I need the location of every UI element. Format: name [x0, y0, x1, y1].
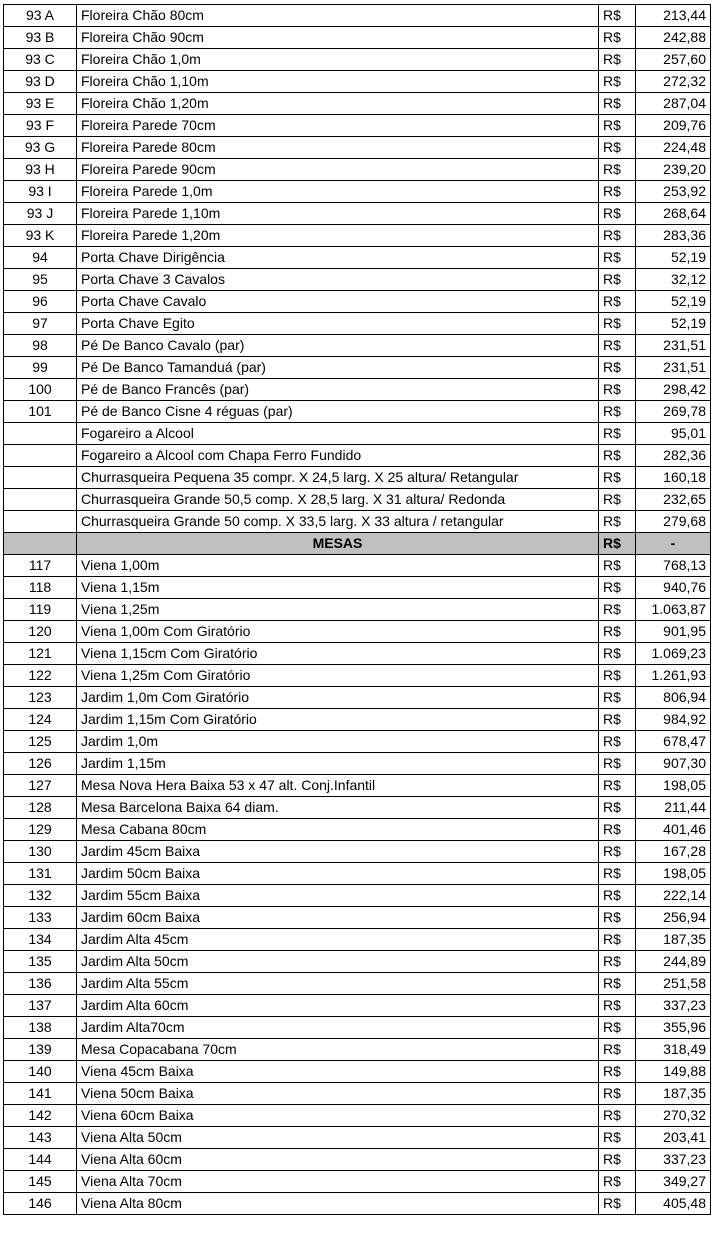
item-price: 187,35	[636, 929, 711, 951]
currency-symbol: R$	[599, 1171, 636, 1193]
item-price: 239,20	[636, 159, 711, 181]
item-price: -	[636, 533, 711, 555]
item-code: 123	[4, 687, 77, 709]
item-description: Mesa Copacabana 70cm	[77, 1039, 599, 1061]
table-row	[4, 775, 711, 797]
currency-symbol: R$	[599, 841, 636, 863]
item-description: Porta Chave Egito	[77, 313, 599, 335]
table-row	[4, 49, 711, 71]
item-code: 95	[4, 269, 77, 291]
item-description: Churrasqueira Grande 50,5 comp. X 28,5 larg. X 31 altura/ Redonda	[77, 489, 599, 511]
item-description: Churrasqueira Grande 50 comp. X 33,5 larg. X 33 altura / retangular	[77, 511, 599, 533]
currency-symbol: R$	[599, 951, 636, 973]
item-description: Viena 1,00m	[77, 555, 599, 577]
item-description: Floreira Parede 70cm	[77, 115, 599, 137]
item-code: 122	[4, 665, 77, 687]
item-description: Floreira Parede 1,20m	[77, 225, 599, 247]
currency-symbol: R$	[599, 137, 636, 159]
item-description: Jardim 60cm Baixa	[77, 907, 599, 929]
item-code: 127	[4, 775, 77, 797]
item-code: 133	[4, 907, 77, 929]
item-price: 287,04	[636, 93, 711, 115]
currency-symbol: R$	[599, 225, 636, 247]
table-row	[4, 225, 711, 247]
table-row	[4, 819, 711, 841]
item-description: Porta Chave 3 Cavalos	[77, 269, 599, 291]
item-code: 121	[4, 643, 77, 665]
item-price: 256,94	[636, 907, 711, 929]
item-code: 144	[4, 1149, 77, 1171]
currency-symbol: R$	[599, 247, 636, 269]
item-description: Floreira Parede 1,0m	[77, 181, 599, 203]
table-row	[4, 555, 711, 577]
currency-symbol: R$	[599, 775, 636, 797]
item-description: Fogareiro a Alcool	[77, 423, 599, 445]
item-price: 349,27	[636, 1171, 711, 1193]
item-price: 52,19	[636, 313, 711, 335]
currency-symbol: R$	[599, 643, 636, 665]
item-price: 187,35	[636, 1083, 711, 1105]
table-row	[4, 577, 711, 599]
item-code: 138	[4, 1017, 77, 1039]
table-row	[4, 929, 711, 951]
item-description: Viena 1,15m	[77, 577, 599, 599]
item-code: 131	[4, 863, 77, 885]
item-description: Floreira Chão 1,0m	[77, 49, 599, 71]
item-description: Jardim Alta 50cm	[77, 951, 599, 973]
table-row	[4, 137, 711, 159]
item-code: 141	[4, 1083, 77, 1105]
table-row	[4, 907, 711, 929]
currency-symbol: R$	[599, 929, 636, 951]
currency-symbol: R$	[599, 71, 636, 93]
currency-symbol: R$	[599, 907, 636, 929]
item-code	[4, 445, 77, 467]
item-price: 52,19	[636, 247, 711, 269]
table-row	[4, 709, 711, 731]
item-code	[4, 467, 77, 489]
currency-symbol: R$	[599, 577, 636, 599]
currency-symbol: R$	[599, 1105, 636, 1127]
item-code: 100	[4, 379, 77, 401]
item-price: 253,92	[636, 181, 711, 203]
item-description: Viena 1,15cm Com Giratório	[77, 643, 599, 665]
currency-symbol: R$	[599, 313, 636, 335]
table-row	[4, 687, 711, 709]
currency-symbol: R$	[599, 49, 636, 71]
currency-symbol: R$	[599, 555, 636, 577]
item-price: 678,47	[636, 731, 711, 753]
table-row	[4, 467, 711, 489]
item-description: Floreira Chão 1,20m	[77, 93, 599, 115]
item-price: 257,60	[636, 49, 711, 71]
table-row	[4, 621, 711, 643]
table-row	[4, 731, 711, 753]
item-price: 269,78	[636, 401, 711, 423]
item-code: 146	[4, 1193, 77, 1215]
item-price: 251,58	[636, 973, 711, 995]
item-price: 198,05	[636, 775, 711, 797]
item-description: Pé de Banco Francês (par)	[77, 379, 599, 401]
currency-symbol: R$	[599, 489, 636, 511]
item-code: 143	[4, 1127, 77, 1149]
item-code: 96	[4, 291, 77, 313]
currency-symbol: R$	[599, 1083, 636, 1105]
item-code: 137	[4, 995, 77, 1017]
item-code	[4, 511, 77, 533]
item-price: 337,23	[636, 995, 711, 1017]
table-row	[4, 753, 711, 775]
currency-symbol: R$	[599, 27, 636, 49]
item-code: 98	[4, 335, 77, 357]
item-price: 167,28	[636, 841, 711, 863]
item-description: Viena 1,00m Com Giratório	[77, 621, 599, 643]
currency-symbol: R$	[599, 159, 636, 181]
table-row	[4, 291, 711, 313]
table-row	[4, 1171, 711, 1193]
item-price: 907,30	[636, 753, 711, 775]
item-description: Porta Chave Dirigência	[77, 247, 599, 269]
currency-symbol: R$	[599, 863, 636, 885]
item-description: Jardim Alta 55cm	[77, 973, 599, 995]
item-code: 128	[4, 797, 77, 819]
currency-symbol: R$	[599, 203, 636, 225]
currency-symbol: R$	[599, 291, 636, 313]
item-code: 93 I	[4, 181, 77, 203]
item-price: 806,94	[636, 687, 711, 709]
table-row	[4, 1017, 711, 1039]
item-description: Jardim 45cm Baixa	[77, 841, 599, 863]
item-code: 139	[4, 1039, 77, 1061]
item-price: 984,92	[636, 709, 711, 731]
table-row	[4, 115, 711, 137]
item-price: 282,36	[636, 445, 711, 467]
item-code: 93 G	[4, 137, 77, 159]
table-row	[4, 93, 711, 115]
item-description: Viena Alta 50cm	[77, 1127, 599, 1149]
currency-symbol: R$	[599, 665, 636, 687]
item-price: 244,89	[636, 951, 711, 973]
table-row	[4, 247, 711, 269]
item-description: Viena 60cm Baixa	[77, 1105, 599, 1127]
price-table	[3, 4, 711, 1215]
item-code: 145	[4, 1171, 77, 1193]
item-price: 940,76	[636, 577, 711, 599]
item-price: 405,48	[636, 1193, 711, 1215]
item-code: 135	[4, 951, 77, 973]
currency-symbol: R$	[599, 269, 636, 291]
item-code	[4, 423, 77, 445]
currency-symbol: R$	[599, 1039, 636, 1061]
currency-symbol: R$	[599, 423, 636, 445]
item-code: 97	[4, 313, 77, 335]
currency-symbol: R$	[599, 1061, 636, 1083]
currency-symbol: R$	[599, 995, 636, 1017]
currency-symbol: R$	[599, 599, 636, 621]
currency-symbol: R$	[599, 115, 636, 137]
table-row	[4, 951, 711, 973]
item-code: 136	[4, 973, 77, 995]
item-price: 213,44	[636, 5, 711, 27]
table-row	[4, 489, 711, 511]
item-code: 118	[4, 577, 77, 599]
currency-symbol: R$	[599, 819, 636, 841]
currency-symbol: R$	[599, 731, 636, 753]
item-code: 132	[4, 885, 77, 907]
item-description: Jardim Alta 45cm	[77, 929, 599, 951]
item-price: 270,32	[636, 1105, 711, 1127]
item-description: Floreira Chão 1,10m	[77, 71, 599, 93]
item-description: Mesa Barcelona Baixa 64 diam.	[77, 797, 599, 819]
item-price: 355,96	[636, 1017, 711, 1039]
currency-symbol: R$	[599, 357, 636, 379]
item-price: 298,42	[636, 379, 711, 401]
table-row	[4, 181, 711, 203]
table-row	[4, 841, 711, 863]
currency-symbol: R$	[599, 621, 636, 643]
currency-symbol: R$	[599, 401, 636, 423]
item-price: 211,44	[636, 797, 711, 819]
item-code: 93 C	[4, 49, 77, 71]
table-row	[4, 313, 711, 335]
item-description: Viena 1,25m	[77, 599, 599, 621]
item-code: 93 J	[4, 203, 77, 225]
item-description: Viena Alta 70cm	[77, 1171, 599, 1193]
item-price: 283,36	[636, 225, 711, 247]
price-table-body	[4, 5, 711, 1215]
item-price: 272,32	[636, 71, 711, 93]
item-code: 99	[4, 357, 77, 379]
item-price: 268,64	[636, 203, 711, 225]
item-price: 95,01	[636, 423, 711, 445]
item-price: 337,23	[636, 1149, 711, 1171]
item-code: 142	[4, 1105, 77, 1127]
item-description: Floreira Chão 90cm	[77, 27, 599, 49]
table-row	[4, 445, 711, 467]
item-code: 93 A	[4, 5, 77, 27]
table-row	[4, 423, 711, 445]
currency-symbol: R$	[599, 533, 636, 555]
table-row	[4, 71, 711, 93]
currency-symbol: R$	[599, 687, 636, 709]
item-description: Viena Alta 80cm	[77, 1193, 599, 1215]
item-description: Mesa Nova Hera Baixa 53 x 47 alt. Conj.Infantil	[77, 775, 599, 797]
table-row	[4, 203, 711, 225]
item-description: Floreira Chão 80cm	[77, 5, 599, 27]
item-price: 768,13	[636, 555, 711, 577]
table-row	[4, 1105, 711, 1127]
item-code: 125	[4, 731, 77, 753]
table-row	[4, 1061, 711, 1083]
table-row	[4, 335, 711, 357]
currency-symbol: R$	[599, 93, 636, 115]
item-description: Jardim Alta70cm	[77, 1017, 599, 1039]
item-code: 93 B	[4, 27, 77, 49]
item-description: Viena 50cm Baixa	[77, 1083, 599, 1105]
currency-symbol: R$	[599, 1193, 636, 1215]
item-price: 149,88	[636, 1061, 711, 1083]
item-price: 224,48	[636, 137, 711, 159]
item-code: 129	[4, 819, 77, 841]
table-row	[4, 797, 711, 819]
item-code: 120	[4, 621, 77, 643]
section-header-row	[4, 533, 711, 555]
item-code: 101	[4, 401, 77, 423]
item-code: 117	[4, 555, 77, 577]
table-row	[4, 379, 711, 401]
item-code: 124	[4, 709, 77, 731]
item-price: 160,18	[636, 467, 711, 489]
item-price: 198,05	[636, 863, 711, 885]
item-description: Churrasqueira Pequena 35 compr. X 24,5 larg. X 25 altura/ Retangular	[77, 467, 599, 489]
item-description: Floreira Parede 80cm	[77, 137, 599, 159]
currency-symbol: R$	[599, 335, 636, 357]
item-code: 130	[4, 841, 77, 863]
item-code: 126	[4, 753, 77, 775]
item-description: Jardim 1,15m Com Giratório	[77, 709, 599, 731]
item-description: Jardim 1,15m	[77, 753, 599, 775]
currency-symbol: R$	[599, 181, 636, 203]
item-price: 203,41	[636, 1127, 711, 1149]
item-price: 1.261,93	[636, 665, 711, 687]
item-price: 232,65	[636, 489, 711, 511]
table-row	[4, 511, 711, 533]
table-row	[4, 159, 711, 181]
item-price: 1.069,23	[636, 643, 711, 665]
item-description: Floreira Parede 1,10m	[77, 203, 599, 225]
item-price: 242,88	[636, 27, 711, 49]
item-description: Floreira Parede 90cm	[77, 159, 599, 181]
item-description: Jardim 1,0m Com Giratório	[77, 687, 599, 709]
item-description: Viena Alta 60cm	[77, 1149, 599, 1171]
currency-symbol: R$	[599, 753, 636, 775]
item-price: 222,14	[636, 885, 711, 907]
item-code: 134	[4, 929, 77, 951]
currency-symbol: R$	[599, 5, 636, 27]
item-code: 94	[4, 247, 77, 269]
item-price: 32,12	[636, 269, 711, 291]
table-row	[4, 885, 711, 907]
item-description: Fogareiro a Alcool com Chapa Ferro Fundido	[77, 445, 599, 467]
item-code: 93 F	[4, 115, 77, 137]
table-row	[4, 357, 711, 379]
item-price: 209,76	[636, 115, 711, 137]
item-price: 1.063,87	[636, 599, 711, 621]
table-row	[4, 269, 711, 291]
item-code: 93 H	[4, 159, 77, 181]
item-description: Mesa Cabana 80cm	[77, 819, 599, 841]
item-price: 318,49	[636, 1039, 711, 1061]
item-description: Pé de Banco Cisne 4 réguas (par)	[77, 401, 599, 423]
item-description: Pé De Banco Cavalo (par)	[77, 335, 599, 357]
section-title: MESAS	[77, 533, 599, 555]
item-price: 231,51	[636, 335, 711, 357]
table-row	[4, 665, 711, 687]
item-code: 119	[4, 599, 77, 621]
item-price: 279,68	[636, 511, 711, 533]
table-row	[4, 863, 711, 885]
item-code: 93 D	[4, 71, 77, 93]
table-row	[4, 1083, 711, 1105]
currency-symbol: R$	[599, 885, 636, 907]
currency-symbol: R$	[599, 797, 636, 819]
table-row	[4, 995, 711, 1017]
item-description: Jardim Alta 60cm	[77, 995, 599, 1017]
table-row	[4, 1149, 711, 1171]
item-description: Viena 1,25m Com Giratório	[77, 665, 599, 687]
table-row	[4, 1127, 711, 1149]
item-description: Jardim 55cm Baixa	[77, 885, 599, 907]
item-code	[4, 489, 77, 511]
item-description: Pé De Banco Tamanduá (par)	[77, 357, 599, 379]
table-row	[4, 1039, 711, 1061]
item-description: Jardim 50cm Baixa	[77, 863, 599, 885]
item-price: 401,46	[636, 819, 711, 841]
currency-symbol: R$	[599, 511, 636, 533]
currency-symbol: R$	[599, 445, 636, 467]
item-description: Viena 45cm Baixa	[77, 1061, 599, 1083]
table-row	[4, 643, 711, 665]
table-row	[4, 27, 711, 49]
currency-symbol: R$	[599, 1149, 636, 1171]
item-code: 140	[4, 1061, 77, 1083]
table-row	[4, 1193, 711, 1215]
item-code: 93 E	[4, 93, 77, 115]
item-description: Jardim 1,0m	[77, 731, 599, 753]
currency-symbol: R$	[599, 1127, 636, 1149]
currency-symbol: R$	[599, 973, 636, 995]
currency-symbol: R$	[599, 1017, 636, 1039]
table-row	[4, 401, 711, 423]
table-row	[4, 5, 711, 27]
table-row	[4, 599, 711, 621]
table-row	[4, 973, 711, 995]
currency-symbol: R$	[599, 467, 636, 489]
item-price: 231,51	[636, 357, 711, 379]
currency-symbol: R$	[599, 379, 636, 401]
item-code: 93 K	[4, 225, 77, 247]
currency-symbol: R$	[599, 709, 636, 731]
item-price: 52,19	[636, 291, 711, 313]
item-price: 901,95	[636, 621, 711, 643]
item-code	[4, 533, 77, 555]
item-description: Porta Chave Cavalo	[77, 291, 599, 313]
